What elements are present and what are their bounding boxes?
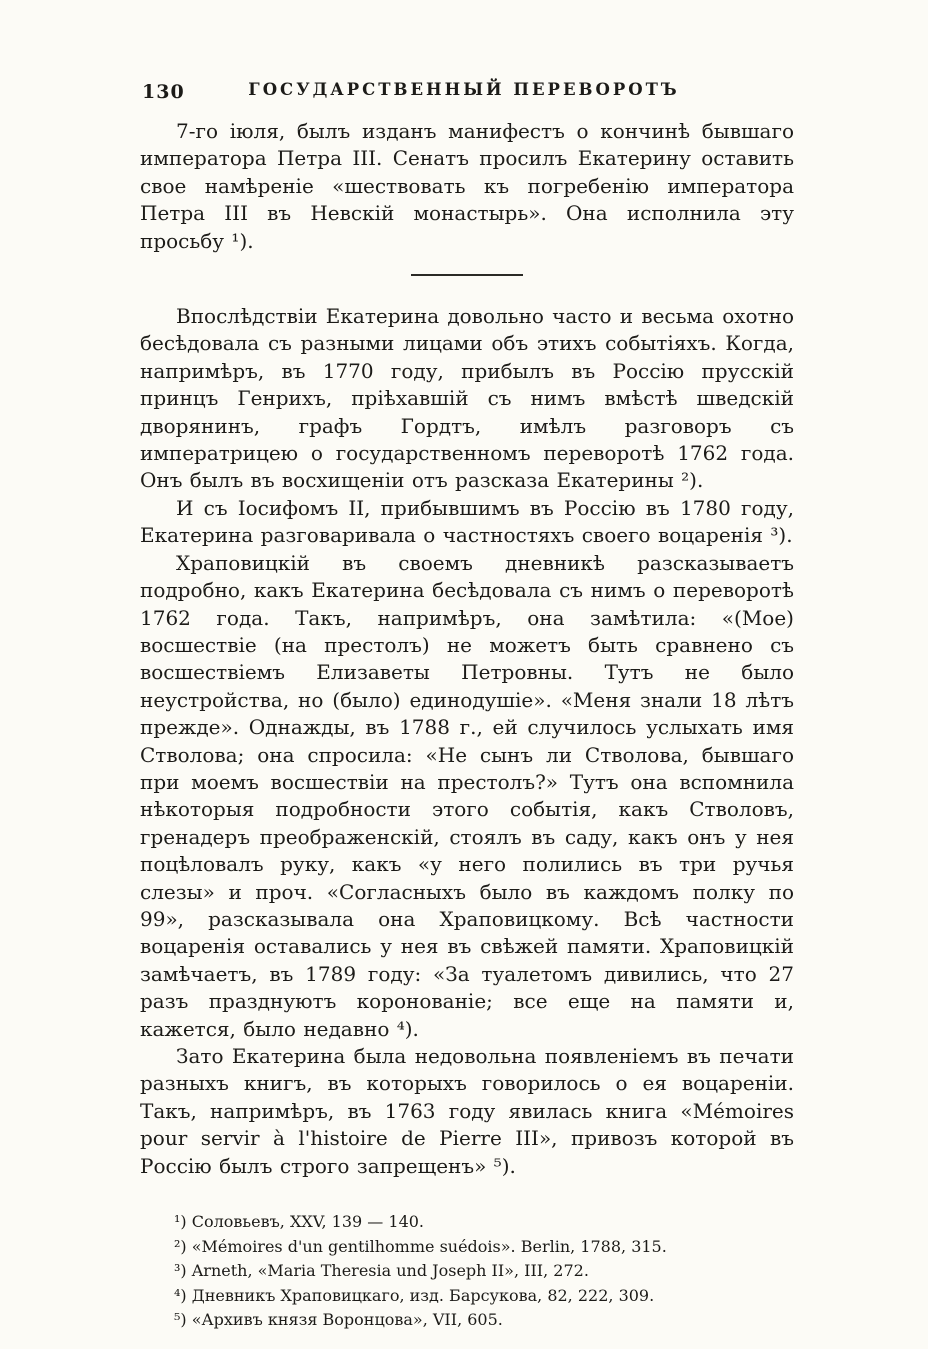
- footnote-marker: ¹): [174, 1212, 187, 1232]
- footnote: [174, 1284, 794, 1309]
- paragraph: И съ Іосифомъ II, прибывшимъ въ Россію въ 1780 году, Екатерина разговаривала о частностяхъ своего воцаренія ³).: [140, 495, 794, 548]
- page-number: 130: [142, 81, 185, 103]
- running-title: ГОСУДАРСТВЕННЫЙ ПЕРЕВОРОТЪ: [248, 80, 680, 99]
- running-head: [0, 80, 928, 106]
- footnote-marker: ⁴): [174, 1285, 187, 1305]
- footnote-marker: ³): [174, 1261, 187, 1281]
- paragraph: Впослѣдствіи Екатерина довольно часто и весьма охотно бесѣдовала съ разными лицами объ этихъ событіяхъ. Когда, напримѣръ, въ 1770 году, прибылъ въ Россію прусскій принцъ Генрихъ, пріѣхавшій съ нимъ вмѣстѣ шведскій дворянинъ, графъ Гордтъ, имѣлъ разговоръ съ императрицею о государственномъ переворотѣ 1762 года. Онъ былъ въ восхищеніи отъ разсказа Екатерины ²).: [140, 304, 794, 493]
- text-block: [140, 118, 794, 1333]
- paragraph: Храповицкій въ своемъ дневникѣ разсказываетъ подробно, какъ Екатерина бесѣдовала съ нимъ о переворотѣ 1762 года. Такъ, напримѣръ, она замѣтила: «(Мое) восшествіе (на престолъ) не можетъ быть сравнено съ восшествіемъ Елизаветы Петровны. Тутъ не было неустройства, но (было) единодушіе». «Меня знали 18 лѣтъ прежде». Однажды, въ 1788 г., ей случилось услыхать имя Стволова; она спросила: «Не сынъ ли Стволова, бывшаго при моемъ восшествіи на престолъ?» Тутъ она вспомнила нѣкоторыя подробности этого событія, какъ Стволовъ, гренадеръ преображенскій, стоялъ въ саду, какъ онъ у нея поцѣловалъ руку, какъ «у него полились въ три ручья слезы» и проч. «Согласныхъ было въ каждомъ полку по 99», разсказывала она Храповицкому. Всѣ частности воцаренія оставались у нея въ свѣжей памяти. Храповицкій замѣчаетъ, въ 1789 году: «За туалетомъ дивились, что 27 разъ празднуютъ коронованіе; все еще на памяти и, кажется, было недавно ⁴).: [140, 550, 794, 1041]
- paragraph: Зато Екатерина была недовольна появленіемъ въ печати разныхъ книгъ, въ которыхъ говорилось о ея воцареніи. Такъ, напримѣръ, въ 1763 году явилась книга «Mémoires pour servir à l'histoire de Pierre III», привозъ которой въ Россію былъ строго запрещенъ» ⁵).: [140, 1044, 794, 1178]
- footnote: [174, 1259, 794, 1284]
- footnote-text: Arneth, «Maria Theresia und Joseph II», III, 272.: [186, 1261, 589, 1281]
- footnote-text: Дневникъ Храповицкаго, изд. Барсукова, 82, 222, 309.: [186, 1285, 655, 1305]
- footnote: [174, 1235, 794, 1260]
- footnote-marker: ²): [174, 1236, 187, 1256]
- section-divider: [411, 274, 523, 276]
- footnote-text: «Mémoires d'un gentilhomme suédois». Berlin, 1788, 315.: [186, 1236, 667, 1256]
- footnote-marker: ⁵): [174, 1310, 187, 1330]
- footnote: [174, 1210, 794, 1235]
- paragraph: 7-го іюля, былъ изданъ манифестъ о кончинѣ бывшаго императора Петра III. Сенатъ просилъ Екатерину оставить свое намѣреніе «шествовать къ погребенію императора Петра III въ Невскій монастырь». Она исполнила эту просьбу ¹).: [140, 119, 794, 253]
- footnote-text: «Архивъ князя Воронцова», VII, 605.: [186, 1310, 503, 1330]
- footnote: [174, 1308, 794, 1333]
- footnotes: [174, 1210, 794, 1333]
- footnote-text: Соловьевъ, XXV, 139 — 140.: [186, 1212, 425, 1232]
